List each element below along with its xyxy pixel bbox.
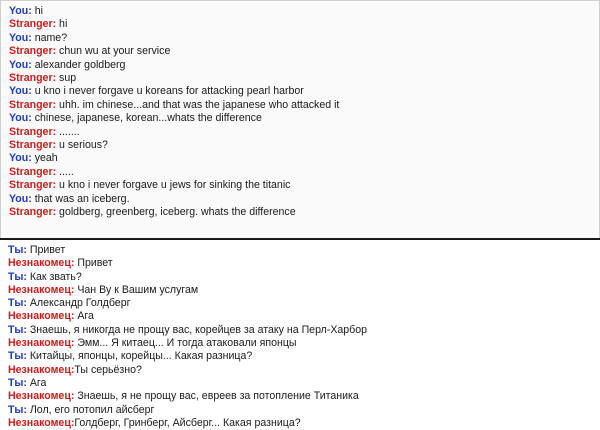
chat-line <box>9 166 599 179</box>
chat-line <box>8 244 600 257</box>
message-text: name? <box>34 31 68 44</box>
you-label: You: <box>9 152 32 165</box>
message-text: Ага <box>77 310 94 323</box>
you-label: Ты: <box>8 244 27 256</box>
stranger-label: Незнакомец: <box>8 363 75 376</box>
chat-line <box>9 5 599 18</box>
chat-line <box>9 85 599 98</box>
message-text: Знаешь, я никогда не прощу вас, корейцев за атаку на Перл-Харбор <box>29 323 368 336</box>
chat-line <box>8 324 600 337</box>
chat-line <box>8 404 600 417</box>
stranger-label: Stranger: <box>9 165 57 178</box>
you-label: Ты: <box>8 403 27 416</box>
message-text: u kno i never forgave u jews for sinking the titanic <box>59 179 291 192</box>
chat-line <box>8 417 600 430</box>
you-label: You: <box>9 192 32 205</box>
message-text: ..... <box>59 165 74 178</box>
chat-line <box>9 59 599 72</box>
message-text: Голдберг, Гринберг, Айсберг... Какая разница? <box>74 416 301 429</box>
stranger-label: Stranger: <box>9 206 57 219</box>
message-text: sup <box>59 72 77 85</box>
chat-line <box>9 152 599 165</box>
message-text: ....... <box>59 125 80 138</box>
you-label: You: <box>9 31 32 44</box>
you-label: Ты: <box>8 376 27 389</box>
chat-line <box>8 364 600 377</box>
chat-line <box>8 257 600 270</box>
stranger-label: Незнакомец: <box>8 416 75 429</box>
stranger-label: Stranger: <box>9 125 57 138</box>
russian-chat-log <box>0 240 600 429</box>
you-label: You: <box>9 85 32 98</box>
stranger-label: Незнакомец: <box>8 310 75 323</box>
message-text: Знаешь, я не прощу вас, евреев за потопление Титаника <box>77 390 359 403</box>
chat-line <box>8 284 600 297</box>
message-text: Ты серьёзно? <box>74 363 142 376</box>
chat-line <box>8 350 600 363</box>
stranger-label: Незнакомец: <box>8 257 75 270</box>
you-label: You: <box>9 5 32 17</box>
message-text: u serious? <box>59 139 108 152</box>
chat-line <box>9 193 599 206</box>
chat-line <box>9 99 489 112</box>
stranger-label: Stranger: <box>9 45 57 58</box>
chat-line <box>9 32 599 45</box>
chat-line <box>9 18 599 31</box>
chat-line <box>9 179 599 192</box>
chat-line <box>8 337 600 350</box>
message-text: Лол, его потопил айсберг <box>29 403 155 416</box>
chat-line <box>8 310 600 323</box>
chat-line <box>9 139 599 152</box>
chat-line <box>8 297 600 310</box>
message-text: Привет <box>77 257 113 270</box>
chat-line <box>8 390 600 403</box>
message-text: alexander goldberg <box>34 58 126 71</box>
message-text: chinese, japanese, korean...whats the difference <box>34 112 262 125</box>
message-text: yeah <box>34 152 58 165</box>
message-text: Как звать? <box>29 270 82 283</box>
stranger-label: Незнакомец: <box>8 337 75 350</box>
stranger-label: Незнакомец: <box>8 390 75 403</box>
you-label: Ты: <box>8 270 27 283</box>
message-text: u kno i never forgave u koreans for attacking pearl harbor <box>34 85 304 98</box>
message-text: uhh. im chinese...and that was the japanese who attacked it <box>59 98 340 111</box>
stranger-label: Stranger: <box>9 18 57 31</box>
chat-line <box>9 45 599 58</box>
you-label: You: <box>9 112 32 125</box>
message-text: Эмм... Я китаец... И тогда атаковали японцы <box>77 337 297 350</box>
chat-line <box>9 112 599 125</box>
message-text: hi <box>34 5 43 17</box>
message-text: chun wu at your service <box>59 45 171 58</box>
message-text: that was an iceberg. <box>34 192 130 205</box>
message-text: goldberg, greenberg, iceberg. whats the difference <box>59 206 296 219</box>
stranger-label: Stranger: <box>9 98 57 111</box>
message-text: Привет <box>29 244 66 256</box>
message-text: Китайцы, японцы, корейцы... Какая разница? <box>29 350 253 363</box>
you-label: You: <box>9 58 32 71</box>
chat-line <box>8 377 600 390</box>
message-text: Александр Голдберг <box>29 297 131 310</box>
message-text: hi <box>59 18 68 31</box>
stranger-label: Stranger: <box>9 72 57 85</box>
stranger-label: Незнакомец: <box>8 283 75 296</box>
chat-line <box>9 206 599 219</box>
you-label: Ты: <box>8 297 27 310</box>
stranger-label: Stranger: <box>9 139 57 152</box>
chat-line <box>9 72 599 85</box>
you-label: Ты: <box>8 350 27 363</box>
chat-line <box>9 126 599 139</box>
stranger-label: Stranger: <box>9 179 57 192</box>
chat-line <box>8 271 600 284</box>
message-text: Чан Ву к Вашим услугам <box>77 283 199 296</box>
message-text: Ага <box>29 376 47 389</box>
you-label: Ты: <box>8 323 27 336</box>
